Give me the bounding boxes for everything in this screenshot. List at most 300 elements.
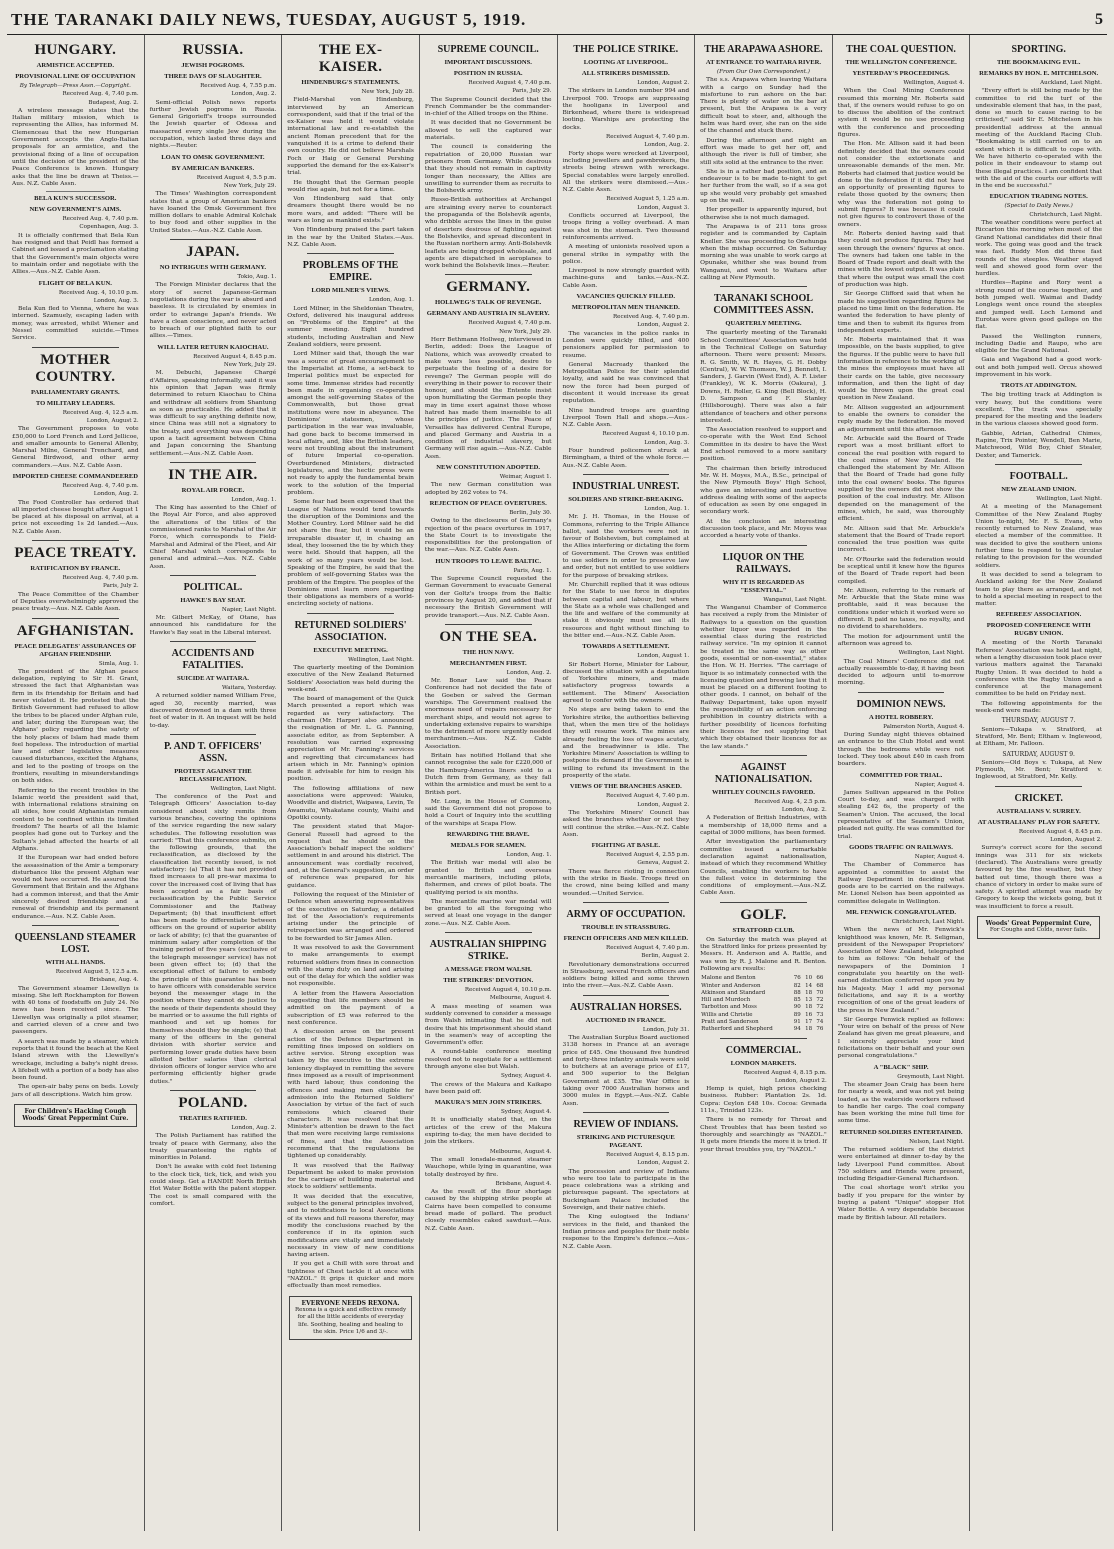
- dateline: Napier, August 4.: [914, 853, 965, 860]
- dateline: Christchurch, Last Night.: [1029, 211, 1102, 218]
- headline-police-strike: THE POLICE STRIKE.: [573, 44, 679, 55]
- paragraph: The Australian Surplus Board auctioned 3138 horses in France at an average price of £45. One thousand five hundred and forty-three infantry animals were sold to butchers at an average price of £17, and 500 superior to the Belgian Government at £35. The War Office is taking over 7000 Australian horses and 3000 mules in Egypt.—Aus.-N.Z. Cable Assn.: [562, 1034, 690, 1107]
- headline-school-committees: TARANAKI SCHOOL COMMITTEES ASSN.: [713, 293, 814, 317]
- paragraph: The following appointments for the week-end were made:: [975, 700, 1102, 715]
- paragraph: Mr. Roberts maintained that it was impossible, on the basis supplied, to give the figures. If the public were to have full information in reference to the working of the mines the employees must have all their cards on the table, give necessary information, and then the light of day would be thrown upon the great coal question in New Zealand.: [837, 337, 965, 402]
- dateline: Waitara, Yesterday.: [221, 685, 277, 692]
- dateline: New York, July 29.: [499, 328, 552, 335]
- paragraph: Mr. Roberts denied having said that they could not produce figures. They had seen through the owners' figures at once. The owners had taken one table in the Board of Trade report and dealt with the mines with the lowest output. It was plain that where the output was small the cost of production was high.: [837, 230, 965, 289]
- paragraph: The Supreme Council decided that the French Commander be the commander-in-chief of the Allied troops on the Rhine.: [424, 96, 552, 118]
- dateline: London, Aug. 1.: [231, 496, 277, 503]
- dateline: Melbourne, August 4.: [489, 995, 552, 1002]
- columns: [7, 35, 1107, 1531]
- headline-ex-kaiser: THE EX-KAISER.: [318, 42, 383, 75]
- subhead: MEDALS FOR SEAMEN.: [450, 842, 526, 850]
- table-cell: Tarbotton and Moss: [701, 1004, 757, 1011]
- dateline: Received Aug. 4, 10.10 p.m.: [58, 289, 139, 296]
- subhead: IMPORTED CHEESE COMMANDEERED: [12, 472, 139, 480]
- paragraph: Mr. Gilbert McKay, of Otane, has announced his candidature for the Hawke's Bay seat in the Liberal interest.: [149, 615, 277, 636]
- paragraph: Following the request of the Minister of Defence when answering representatives of the executive on Saturday, a detailed list of the Association's requirements arising under the principle of retrospection was arranged and ordered to be forwarded to Sir James Allen.: [287, 891, 414, 942]
- dateline: London, July 31.: [642, 1026, 690, 1033]
- paragraph: Gabbie, Adrian, Cathedral Chimes, Rapine, Trix Pointer, Wendell, Ben Marie, Matchwood, Wild Boy, Chief Stealer, Dexter, and Tamerick.: [975, 430, 1102, 459]
- dateline: Copenhagen, Aug. 3.: [79, 224, 139, 231]
- headline-sporting: SPORTING.: [1011, 44, 1066, 55]
- dateline: Geneva, August 2.: [637, 860, 690, 867]
- paragraph: The Foreign Minister declares that the story of secret Japanese-German negotiations during the war is absurd and baseless. It is circulated by enemies in order to estrange Japan's friends. We have a clean conscience, and never acted to breach of our plighted faith to our allies.—Times.: [149, 282, 277, 340]
- table-cell: 73: [816, 1011, 824, 1018]
- paragraph: Hemp is quiet, high prices checking business. Rubber: Plantation 2s. 1d. Copra: Ceylon £48 10s. Cocoa: Grenada 111s., Trinidad 123s.: [700, 1086, 827, 1115]
- paragraph: Sir Robert Horne, Minister for Labour, discussed the situation with a deputation of Yorkshire miners, and made satisfactory progress towards a settlement. The Miners' Association agreed to confer with the owners.: [562, 661, 690, 705]
- paragraph: A wireless message states that the Italian military mission, which is representing the Allies, has informed M. Clemenceau that the new Hungarian Government accepts the Anglo-Italian proposals for an armistice, and the provisional fixing of a line of occupation until the decision of the president of the Peace Conference is known. Hungary asks that the line be drawn at Theiss.—Aus. N.Z. Cable Assn.: [12, 107, 139, 187]
- table-cell: 82: [793, 982, 801, 989]
- dateline: Brisbane, August 4.: [495, 1180, 552, 1187]
- advertisement: [977, 916, 1100, 939]
- subhead: AUSTRALIANS V. SURREY.: [996, 807, 1081, 815]
- subhead: TO MILITARY LEADERS.: [35, 399, 115, 407]
- table-cell: 70: [816, 989, 824, 996]
- paragraph: The Government steamer Llewellyn is missing. She left Rockhampton for Bowen with 40 tons of foodstuffs on July 24. No news has been received since. The Llewellyn was originally a pilot steamer, and carried eleven of a crew and two passengers.: [12, 985, 139, 1036]
- table-cell: 76: [793, 975, 801, 982]
- headline-on-the-sea: ON THE SEA.: [439, 628, 537, 645]
- headline-returned-soldiers: RETURNED SOLDIERS' ASSOCIATION.: [294, 619, 407, 643]
- paragraph: The Coal Miners' Conference did not actually reassemble to-day, it having been decided to adjourn until to-morrow morning.: [837, 658, 965, 687]
- dateline: London, Aug. 2.: [781, 807, 827, 814]
- paragraph: Britain has notified Holland that she cannot recognise the sale for £220,000 of the Hamburg-America liners sold to a Dutch firm from Germany, as they fall within the armistice and must be sent to a British port.: [424, 753, 552, 796]
- headline-coal-question: THE COAL QUESTION.: [846, 44, 956, 55]
- subhead: PEACE DELEGATES' ASSURANCES OF AFGHAN FRIENDSHIP.: [14, 642, 137, 658]
- subhead: NEW CONSTITUTION ADOPTED.: [436, 464, 541, 472]
- paragraph: Von Hindenburg said that only dreamers thought there would be no more wars, and added: "There will be wars as long as mankind exists.": [287, 196, 414, 225]
- subhead: AUCTIONED IN FRANCE.: [585, 1016, 666, 1024]
- paragraph: Bela Kun fled to Vienna, where he was interned. Szamuely, escaping laden with money, was arrested, whilst Wiener and Nessel committed suicide.—Times Service.: [12, 306, 139, 342]
- subhead: NEW ZEALAND UNION.: [1001, 485, 1077, 493]
- table-row: [700, 1019, 827, 1026]
- paragraph: Hurdles—Rapine and Rory went a strong round of the course together, and both jumped well. Waimai and Daddy Longlegs went once round the steeples and jumped well. Loch Lemond and Eurotas were given good gallops on the flat.: [975, 280, 1102, 331]
- table-cell: 88: [793, 989, 801, 996]
- paragraph: Four hundred policemen struck at Birmingham, a third of the whole force.—Aus.-N.Z. Cable Assn.: [562, 448, 690, 469]
- subhead: WHITLEY COUNCILS FAVORED.: [711, 788, 815, 796]
- dateline: London, Aug. 1.: [506, 852, 552, 859]
- paragraph: As the result of the flour shortage caused by the shipping strike people at Cairns have been compelled to consume bread made of pollard. The product closely resembles caked sawdust.—Aus. N.Z. Cable Assn.: [424, 1189, 552, 1232]
- subhead: A HOTEL ROBBERY.: [868, 713, 934, 721]
- subhead: THURSDAY, AUGUST 7.: [1001, 717, 1076, 725]
- column-2: [145, 35, 283, 1531]
- paragraph: The King eulogised the Indians' services in the field, and thanked the Indian princes and peoples for their noble response to the Empire's defence.—Aus.-N.Z. Cable Assn.: [562, 1214, 690, 1250]
- paragraph: The open-air baby pens on beds. Lovely jars of all descriptions. Watch him grow.: [12, 1084, 139, 1098]
- paragraph: The crews of the Makura and Kaikapo have been paid off.: [424, 1081, 552, 1095]
- dateline: Received August 4, 10.10 p.m.: [464, 987, 552, 994]
- subhead: THREE DAYS OF SLAUGHTER.: [164, 73, 262, 80]
- dateline: Wellington, Last Night.: [348, 656, 414, 663]
- paragraph: The steamer Joan Craig has been here for nearly a week, and was not yet being loaded, as the waterside workers refused to handle her cargo. The coal company has been working the mine full time for some time.: [837, 1081, 965, 1125]
- table-cell: 18: [805, 1026, 813, 1033]
- dateline: Paris, July 29.: [512, 88, 552, 95]
- paragraph: Herr Bethmann Hollweg, interviewed in Berlin, added: Does the League of Nations, which was avowedly created to make wars less possible, desire to perpetuate the feeling of a desire for revenge? The German people will do everything in their power to recover their honour, and should the Entente insist upon humiliating the German people they may in time exert against those whose hatred has made them insensible to all the principles of justice. The Peace of Versailles has delivered Central Europe, and placed Germany and Austria in a condition of industrial slavery, but Germany will rise again.—Aus.-N.Z. Cable Assn.: [424, 337, 552, 460]
- dateline: Paris, Aug. 1.: [513, 567, 552, 574]
- dateline: Brisbane, Aug. 4.: [89, 977, 139, 984]
- subhead: LONDON MARKETS.: [730, 1059, 797, 1067]
- dateline: Received August 4, 10.10 p.m.: [602, 431, 690, 438]
- dateline: Received Aug. 4, 2.5 p.m.: [754, 798, 827, 805]
- headline-commercial: COMMERCIAL.: [725, 1044, 802, 1056]
- table-row: [700, 983, 827, 990]
- paragraph: She is in a rather bad position, and an endeavour is to be made to-night to get her further from the wall, so if a sea got up she would very probably get smashed up on the wall.: [700, 168, 827, 205]
- paragraph: Gaia and Vagabond had a good work-out and both jumped well. Orcus showed improvement in his work.: [975, 357, 1102, 378]
- subhead: VACANCIES QUICKLY FILLED.: [576, 293, 676, 301]
- paragraph: Lord Milner said that, though the war was a source of great encouragement to the Imperialist at Home, a set-back to Imperial politics must be expected for some time. Immense strides had recently been made in organising co-operation amongst the self-governing States of the Commonwealth, but those great institutions were now in abeyance. The Dominions' statesmen, whose participation in the war was invaluable, had gone back to become immersed in local affairs, and, like the British leaders, were not troubling about the instrument of future Imperial co-operation. Overburdened Ministers, distracted legislatures, and the hectic press were not ready to apply the fundamental brain work to the solution of the Imperial problem.: [287, 351, 414, 496]
- column-6: [695, 35, 833, 1531]
- subhead: REFEREES' ASSOCIATION.: [996, 611, 1082, 619]
- paragraph: Seniors—Old Boys v. Tukapa, at New Plymouth, Mr. Bent; Stratford v. Inglewood, at Stratford, Mr. Kelly.: [975, 759, 1102, 781]
- subhead: GOODS TRAFFIC ON RAILWAYS.: [849, 843, 953, 851]
- subhead: MR. FENWICK CONGRATULATED.: [846, 908, 957, 916]
- dateline: Weimar, August 1.: [499, 474, 552, 481]
- headline-hungary: HUNGARY.: [34, 42, 117, 58]
- paragraph: The president of the Afghan peace delegation, replying to Sir H. Grant, stressed the fact that Afghanistan was firm in its friendship for Britain and had never violated it. He protested that the British Government had refused to allow the tribes to be placed under Afghan rule, and later, during the European war, the Afghans' policy regarding the safety of the holy places of Islam had made them feel hopeless. The introduction of martial law and other legislative measures caused disturbances, excited the Afghans, and led to the posting of troops on the frontiers, resulting in misunderstandings on both sides.: [12, 668, 139, 785]
- paragraph: There is no remedy for Throat and Chest Troubles that has been tested so thoroughly and searchingly as "NAZOL." It gets more friends the more it is tried. If your throat troubles you, try "NAZOL.": [700, 1117, 827, 1153]
- advertisement: [14, 1104, 137, 1127]
- paragraph: It was resolved to ask the Government to make arrangements to exempt returned soldiers from fines in connection with the stamp duty on land and arising out of the delay for which the soldier was not responsible.: [287, 944, 414, 988]
- dateline: London, Aug. 1.: [368, 297, 414, 304]
- newspaper-page: [7, 6, 1107, 1536]
- headline-russia: RUSSIA.: [182, 42, 244, 58]
- dateline: London, August 3.: [637, 204, 690, 211]
- subhead: A "BLACK" SHIP.: [873, 1063, 929, 1071]
- dateline: Napier, August 4.: [914, 781, 965, 788]
- paragraph: "Every effort is still being made by the committee to rid the turf of the undesirable element that has, in the past, done so much to cause racing to be criticised," said Sir E. Mitchelson in his presidential address at the annual meeting of the Auckland Racing Club. "Bookmaking is still carried on to an extent which it is difficult to cope with. We have hitherto co-operated with the police in their endeavour to stamp out these illegal practices. I am confident that with the aid of the courts our efforts will in the end be successful.": [975, 88, 1102, 190]
- table-cell: 13: [805, 997, 813, 1004]
- paragraph: It is unofficially stated that, on the articles of the crew of the Makura expiring to-day, the men have decided to join the strikers.: [424, 1117, 552, 1146]
- dateline: London, Aug. 3.: [93, 297, 139, 304]
- dateline: Wanganui, Last Night.: [763, 596, 827, 603]
- table-cell: 89: [793, 1011, 801, 1018]
- table-cell: 16: [805, 1011, 813, 1018]
- subhead: JEWISH POGROMS.: [181, 62, 245, 69]
- ad-line: Woods' Great Peppermint Cure,: [985, 920, 1092, 928]
- subhead: SUICIDE AT WAITARA.: [176, 675, 249, 683]
- table-row: [700, 1026, 827, 1033]
- paragraph: A Federation of British Industries, with a membership of 18,000 firms and a capital of 3000 millions, has been formed.: [700, 815, 827, 837]
- paragraph: A search was made by a steamer, which reports that it found the beach at the Keel Island strewn with the Llewellyn's wreckage, including a baby's night dress. A lifebelt with a portion of a body has also been found.: [12, 1038, 139, 1082]
- golf-results-table: [700, 975, 827, 1033]
- dateline: London, August 2.: [637, 80, 690, 86]
- paragraph: If you get a Chill with sore throat and tightness of Chest tackle it at once with "NAZOL." It grips it quicker and more effectually than most remedies.: [287, 1261, 414, 1290]
- table-cell: 94: [793, 1026, 801, 1033]
- paragraph: If the European war had ended before the assassination of the Amir a temporary disturbance like the present Afghan war would not have occurred. He assured the Government that Britain and the Afghans had a common interest, and that the Amir sincerely desired friendship and a renewal of friendship and its permanent endurance.—Aus. N.Z. Cable Assn.: [12, 855, 139, 920]
- subhead: THE STRIKERS' DEVOTION.: [443, 977, 534, 985]
- paragraph: The quarterly meeting of the Taranaki School Committees' Association was held in the Technical College on Saturday afternoon. There were present: Messrs. R. G. Smith, W. R. Hayes, G. H. Dobby (Central), W. W. Thomson, W. J. Bennett, I. Sanders, J. Garvin (West End), A. F. Lister (Frankley), W. K. Morris (Oakura), J. Downs, H. Roller, G. King (Bell Block), H. D. Sampson and F. Stanley (Hillsborough). There was also a fair attendance of teachers and other persons interested.: [700, 330, 827, 424]
- paragraph: At the conclusion an interesting discussion took place, and Mr. Moyes was accorded a hearty vote of thanks.: [700, 518, 827, 540]
- paragraph: The Yorkshire Miners' Council has asked the branches whether or not they will continue the strike.—Aus.-N.Z. Cable Assn.: [562, 809, 690, 838]
- paragraph: The returned soldiers of the district were entertained at dinner to-day by the lady Liverpool Fund committee. About 750 soldiers and friends were present, including Brigadier-General Richardson.: [837, 1147, 965, 1183]
- paragraph: The s.s. Arapawa when leaving Waitara with a cargo on Sunday had the misfortune to run ashore on the bar. There is plenty of water on the bar at present, but the Arapawa is a very difficult boat to steer, and, although the helm was hard over, she ran on the side of the channel and stuck there.: [700, 77, 827, 135]
- paragraph: Referring to the recent troubles in the Islamic world the president said that, with international relations straining on all sides, how could Afghanistan remain content to be confined within its limited freedom? The hearts of all the Islamic peoples had gone out to Turkey and the Sultan's jehad affected the hearts of all Afghans.: [12, 787, 139, 852]
- table-cell: 17: [805, 1018, 813, 1025]
- paragraph: The procession and review of Indians who were too late to participate in the peace celebrations was a striking and picturesque pageant. The spectators at Buckingham Palace included the Sovereign, and their native chiefs.: [562, 1168, 690, 1212]
- credit-line: (Special to Daily News.): [1004, 203, 1073, 210]
- paragraph: The Wanganui Chamber of Commerce has received a reply from the Minister of Railways to a question on the question whether liquor was regarded in the essential class during the restricted railway service. "In my opinion it cannot be treated in the same way as other goods, essential or non-essential," states the Hon. W. H. Herries. "The carriage of liquor is so intimately connected with the licensing question and brewing law that it must be placed on a different footing to other goods. I cannot, on behalf of the Railway Department, take upon myself the responsibility of an action enforcing prohibition in country districts with a further possibility of licences forfeiting their licences for not supplying that which they obtained their licences for as the law stands.": [700, 604, 827, 750]
- subhead: MERCHANTMEN FIRST.: [449, 659, 527, 667]
- paragraph: Some fear had been expressed that the League of Nations would tend towards the disruption of the Dominions and the Mother Country. Lord Milner said he did not share the fear, but it would be an irreparable disaster if, in chasing an ideal, they loosened the tie by which they were held. Should that happen, all the work of so many years would be lost. Speaking of the Empire, he said that the problem of self-governing States was the problem of the Empire. The peoples of the Dominions must learn more regarding their obligations as members of a world-encircling society of nations.: [287, 499, 414, 608]
- subhead: POSITION IN RUSSIA.: [453, 70, 523, 77]
- paragraph: The mercantile marine war medal will be granted to all the foregoing who served at least one voyage in the danger zone.—Aus. N.Z. Cable Assn.: [424, 898, 552, 927]
- headline-liquor-railways: LIQUOR ON THE RAILWAYS.: [722, 551, 805, 575]
- headline-accidents: ACCIDENTS AND FATALITIES.: [171, 648, 255, 672]
- subhead: FLIGHT OF BELA KUN.: [38, 279, 112, 287]
- subhead: THE HUN NAVY.: [462, 648, 514, 656]
- paragraph: General Macready thanked the Metropolitan Police for their splendid loyalty, and said he was convinced that now the force had been purged of discontent it would increase its great reputation.: [562, 361, 690, 405]
- dateline: Received August 4, 7.40 p.m.: [468, 80, 552, 86]
- table-cell: Willis and Christie: [701, 1011, 753, 1018]
- dateline: Received August 4, 7.40 p.m.: [606, 944, 690, 951]
- subhead: THE BOOKMAKING EVIL.: [997, 59, 1081, 66]
- subhead: BY AMERICAN BANKERS.: [171, 164, 255, 172]
- paragraph: The new German constitution was adopted by 262 votes to 74.: [424, 482, 552, 496]
- paragraph: A meeting of the North Taranaki Referees' Association was held last night, when a lengthy discussion took place over various matters against the Taranaki Rugby Union. It was decided to hold a conference with the Rugby Union and a conference at the management committee to be held on Friday next.: [975, 640, 1102, 698]
- paragraph: No steps are being taken to end the Yorkshire strike, the authorities believing that, when the men tire of the holidays they will resume work. The mines are already feeling the loss of wages acutely, and the breadwinner is idle. The Yorkshire Miners' Association is willing to postpone its demand if the Government is willing to refund its investment in the prosperity of the state.: [562, 707, 690, 780]
- paragraph: Surrey's correct score for the second innings was 311 for six wickets (declared). The Australians were greatly favoured by the fine weather, but they batted out time, though there was a chance of victory in order to make sure of safety. A spirited attempt was made by Gregory to keep the wickets going, but it was insufficient to force a result.: [975, 845, 1102, 910]
- paragraph: Sir George Fenwick replied as follows: "Your wire on behalf of the press of New Zealand has given me great pleasure, and I sincerely appreciate your kind felicitations on their behalf and your own personal congratulations.": [837, 1016, 965, 1060]
- table-cell: 72: [816, 997, 824, 1004]
- paragraph: The Food Controller has ordered that all imported cheese bought after August 1 be placed at his disposal on arrival, at a price not exceeding 1s 2d landed.—Aus. N.Z. Cable Assn.: [12, 499, 139, 535]
- subhead: TROTS AT ADDINGTON.: [1000, 382, 1077, 390]
- table-cell: Rutherford and Shepherd: [701, 1026, 773, 1033]
- subhead: PARLIAMENTARY GRANTS.: [30, 388, 120, 396]
- column-7: [833, 35, 971, 1531]
- subhead: STRATFORD CLUB.: [732, 926, 795, 934]
- paragraph: It was resolved that the Railway Department be asked to make provision for the carriage of building material and stock to soldiers' settlements.: [287, 1162, 414, 1191]
- paragraph: A returned soldier named William Free, aged 30, recently married, was discovered drowned in a dam with three feet of water in it. An inquest will be held to-day.: [149, 693, 277, 729]
- dateline: Received Aug. 4, 7.40 p.m.: [612, 314, 690, 321]
- dateline: Received August 4, 8.45 p.m.: [193, 353, 277, 360]
- paragraph: The small lonsdale-manned steamer Wauchope, while lying in quarantine, was totally destroyed by fire.: [424, 1156, 552, 1178]
- headline-shipping-strike: AUSTRALIAN SHIPPING STRIKE.: [429, 939, 547, 963]
- credit-line: (From Our Own Correspondent.): [716, 69, 810, 75]
- paragraph: It was decided that the executive, subject to the general principles involved, and to notifications to local Associations of its views and full reasons therefor, may modify the conclusions reached by the conference if in its opinion such modifications are vitally and immediately necessary in view of new conditions having arisen.: [287, 1193, 414, 1259]
- subhead: THE WELLINGTON CONFERENCE.: [845, 59, 957, 66]
- headline-industrial-unrest: INDUSTRIAL UNREST.: [572, 480, 680, 492]
- subhead: QUARTERLY MEETING.: [725, 320, 802, 328]
- dateline: Received Aug. 4, 7.40 p.m.: [62, 216, 139, 223]
- subhead: SATURDAY, AUGUST 9.: [1002, 750, 1075, 758]
- subhead: NO INTRIGUES WITH GERMANY.: [159, 264, 267, 272]
- paragraph: Sir George Clifford said that when he made his suggestion regarding figures he placed no time limit on the federation. He wanted the federation to have plenty of time and then to submit its figures from independent experts.: [837, 291, 965, 334]
- headline-dominion-news: DOMINION NEWS.: [856, 698, 946, 710]
- paragraph: The Government proposes to vote £50,000 to Lord French and Lord Jellicoe, and smaller amounts to General Allenby, Marshal Milne, General Trenchard, and General Birdwood, and other army commanders.—Aus. N.Z. Cable Assn.: [12, 426, 139, 469]
- subhead: FIGHTING AT BASLE.: [591, 842, 661, 850]
- paragraph: It is officially confirmed that Bela Kun has resigned and that Peidl has formed a Cabinet and issued a proclamation stating that the Government's main objects were to maintain order and negotiate with the Allies.—Aus.-N.Z. Cable Assn.: [12, 232, 139, 276]
- subhead: RATIFICATION BY FRANCE.: [30, 565, 121, 573]
- subhead: GERMANY AND AUSTRIA IN SLAVERY.: [426, 310, 550, 318]
- dateline: Melbourne, August 4.: [489, 1148, 552, 1155]
- dateline: Simla, Aug. 1.: [98, 660, 139, 667]
- paragraph: Semi-official Polish news reports further Jewish pogroms in Russia. General Grigorieff's troops surrounded the Jewish quarter of Odessa and massacred every single Jew during the occupation, which lasted three days and nights.—Reuter.: [149, 99, 277, 150]
- headline-germany: GERMANY.: [446, 279, 531, 296]
- headline-in-the-air: IN THE AIR.: [168, 466, 258, 483]
- subhead: AT ENTRANCE TO WAITARA RIVER.: [705, 59, 822, 66]
- paragraph: Mr. O'Rourke said the federation would be sceptical until it knew how the figures of the Board of Trade report had been compiled.: [837, 556, 965, 585]
- column-1: [7, 35, 145, 1531]
- dateline: New York, July 28.: [361, 89, 414, 95]
- dateline: Napier, Last Night.: [221, 606, 277, 613]
- headline-supreme-council: SUPREME COUNCIL.: [437, 44, 539, 55]
- table-cell: 85: [793, 997, 801, 1004]
- paragraph: The board of management of the Quick March presented a report which was regarded as very satisfactory. The chairman (Mr. Harper) also announced the resignation of Mr. L. G. Fanning, associate editor, as from September. A resolution was carried expressing appreciation of Mr. Fanning's services and regretting that circumstances had arisen which in Mr. Fanning's opinion made it advisable for him to resign his position.: [287, 696, 414, 783]
- dateline: Received August 4, 8.15 p.m.: [606, 1151, 690, 1158]
- paragraph: Mr. Arbuckle said the Board of Trade report was a most brilliant effort to conceal the real position with regard to the coal mines of New Zealand. He challenged the statement by Mr. Allison that the Board of Trade had gone fully into the coal owners' books. The figures supplied by the owners did not show the position of the coal industry. Mr. Allison depended on the management of the mines, which, he said, was thoroughly efficient.: [837, 435, 965, 523]
- subhead: WITH ALL HANDS.: [45, 958, 106, 966]
- subhead: REWARDING THE BRAVE.: [446, 831, 530, 839]
- paragraph: The King has assented to the Chief of the Royal Air Force, and also approved the alterations of the titles of the commissioned ranks to Marshal of the Air Force, which corresponds to Field-Marshal and Admiral of the Fleet, and Air Chief Marshal which corresponds to general and admiral.—Aus. N.Z. Cable Assn.: [149, 505, 277, 570]
- headline-golf: GOLF.: [740, 906, 787, 923]
- headline-p-and-t-officers: P. AND T. OFFICERS' ASSN.: [163, 740, 262, 764]
- headline-peace-treaty: PEACE TREATY.: [14, 545, 137, 562]
- headline-queensland-steamer: QUEENSLAND STEAMER LOST.: [14, 931, 137, 955]
- paragraph: The council is considering the repatriation of 20,000 Russian war prisoners from Germany. While desirous that they should not remain in captivity longer than necessary, the Allies are unwilling to surrender them as recruits to the Bolshevik army.: [424, 144, 552, 195]
- table-cell: Winter and Anderson: [701, 982, 761, 989]
- paragraph: When the news of Mr. Fenwick's knighthood was known, Mr. R. Seligman, president of the Newspaper Proprietors' Association of New Zealand, telegraphed to him as follows: "On behalf of the newspapers of the Dominion I congratulate you heartily on the well-earned distinction conferred upon you by his Majesty. May I add my personal felicitations, and say it is a worthy recognition of one of the great leaders of the press in New Zealand.": [837, 927, 965, 1014]
- table-cell: 90: [793, 1004, 801, 1011]
- dateline: Wellington, August 4.: [903, 80, 965, 86]
- subhead: HUN TROOPS TO LEAVE BALTIC.: [435, 557, 542, 565]
- paragraph: A letter from the Hawera Association suggesting that life members should be admitted on the payment of a subscription of £5 was referred to the next conference.: [287, 990, 414, 1026]
- paragraph: He thought that the German people would rise again, but not for a time.: [287, 179, 414, 193]
- subhead: STRIKING AND PICTURESQUE PAGEANT.: [576, 1133, 675, 1149]
- subhead: TOWARDS A SETTLEMENT.: [582, 643, 670, 651]
- table-row: [700, 1004, 827, 1011]
- dateline: Received Aug. 4, 7.55 p.m.: [200, 83, 277, 89]
- dateline: Wellington, Last Night.: [1036, 495, 1102, 502]
- paragraph: The Arapawa is of 211 tons gross register and is commanded by Captain Kneller. She was proceeding to Onehunga when the mishap occurred. On Saturday morning she was unable to work cargo at Opunake, whither she was bound from Wanganui, and went to Waitara after calling at New Plymouth.: [700, 223, 827, 282]
- paragraph: Nine hundred troops are guarding Liverpool Town Hall and shops.—Aus.-N.Z. Cable Assn.: [562, 407, 690, 429]
- subhead: EXECUTIVE MEETING.: [313, 646, 388, 654]
- dateline: London, Aug. 2.: [231, 91, 277, 98]
- dateline: Paris, July 2.: [102, 583, 139, 590]
- paragraph: M. Debuchi, Japanese Chargé d'Affaires, speaking informally, said it was his opinion that Japan was firmly determined to return Kiaochau to China and withdraw all soldiers from Shantung as soon as practicable. He added that it was difficult to say anything definite now, since China was still not a signatory to the treaty, and everything was depending upon a tacit agreement between China and Japan concerning the Shantung settlement.—Aus.-N.Z. Cable Assn.: [149, 370, 277, 457]
- dateline: London, Aug. 2.: [93, 491, 139, 498]
- paragraph: Don't lie awake with cold feet listening to the clock tick, tick, tick, and wish you could sleep. Get a HANDIE North British Hot Water Bottle with the patent stopper. The cost is small compared with the comfort.: [149, 1164, 277, 1207]
- dateline: Received August 4, 8.15 p.m.: [743, 1069, 827, 1076]
- paragraph: The coal shortage won't strike you badly if you prepare for the winter by buying a patent "Unique" stopper Hot Water Bottle. A very dependable because made by British labour. All retailers.: [837, 1185, 965, 1221]
- subhead: FRENCH OFFICERS AND MEN KILLED.: [563, 934, 688, 942]
- subhead: LOAN TO OMSK GOVERNMENT.: [161, 153, 265, 161]
- dateline: Received Aug. 4, 7.40 p.m.: [62, 91, 139, 98]
- paragraph: During Sunday night thieves obtained an entrance to the Club Hotel and went through the bedrooms while were not locked. They took about £40 in cash from boarders.: [837, 732, 965, 768]
- subhead: ROYAL AIR FORCE.: [181, 486, 245, 494]
- paragraph: The following affiliations of new associations were approved: Waiuku, Woodville and district, Waipawa, Levin, Te Awamutu, Whakatane county, Waihi and Opotiki county.: [287, 785, 414, 821]
- table-row: [700, 975, 827, 982]
- dateline: London, August 2.: [637, 801, 690, 808]
- paragraph: A discussion arose on the present action of the Defence Department in remitting fines imposed on soldiers on active service. Strong exception was taken by the executive to the extreme leniency displayed in remitting the severe fines imposed as a result of imprisonment with hard labour, thus condoning the offences and making men eligible for admission into the Returned Soldiers' Association by virtue of the fact of such remissions which cleared their characters. It was resolved that the Minister's attention be drawn to the fact that men were receiving large remissions of fines, and that the Association recommend that the regulations be tightened up considerably.: [287, 1029, 414, 1160]
- subhead: PROPOSED CONFERENCE WITH RUGBY UNION.: [986, 622, 1091, 638]
- paragraph: It was decided to send a telegram to Auckland asking for the New Zealand team to play there as arranged, and not to hold a special meeting in respect to the matter.: [975, 571, 1102, 608]
- subhead: LORD MILNER'S VIEWS.: [311, 287, 390, 295]
- column-4: [420, 35, 558, 1531]
- dateline: New York, July 29.: [223, 362, 277, 369]
- headline-political: POLITICAL.: [183, 581, 243, 593]
- paragraph: Seniors—Tukapa v. Stratford, at Stratford, Mr. Bent; Eltham v. Inglewood, at Eltham, Mr. Falloon.: [975, 726, 1102, 748]
- dateline: Received August 5, 1.25 a.m.: [606, 196, 690, 203]
- paragraph: Mr. Long, in the House of Commons, said the Government did not propose to hold a Court of Inquiry into the scuttling of the warships at Scapa Flow.: [424, 798, 552, 827]
- ad-line: Rexona is a quick and effective remedy for all the little accidents of everyday life. Soothing, healing and healing to the skin. Price 1/6 and 3/-.: [294, 1306, 407, 1335]
- table-cell: 18: [805, 989, 813, 996]
- dateline: Received Aug. 4, 7.40 p.m.: [62, 482, 139, 489]
- subhead: HOLLWEG'S TALK OF REVENGE.: [435, 299, 542, 307]
- subhead: ALL STRIKERS DISMISSED.: [581, 70, 670, 77]
- headline-cricket: CRICKET.: [1014, 792, 1063, 804]
- paragraph: The strikers in London number 994 and Liverpool 700. Troops are suppressing the hooligans in Liverpool and Birkenhead, where there is widespread looting. Warships are protecting the docks.: [562, 88, 690, 131]
- dateline: Budapest, Aug. 2.: [88, 99, 139, 106]
- masthead: [7, 6, 1107, 35]
- subhead: SOLDIERS AND STRIKE-BREAKING.: [568, 495, 684, 503]
- paragraph: The British war medal will also be granted to British and overseas mercantile mariners, including pilots, fishermen, and crews of pilot boats. The qualifying period is six months.: [424, 860, 552, 896]
- headline-arapawa-ashore: THE ARAPAWA ASHORE.: [704, 44, 823, 55]
- subhead: ARMISTICE ACCEPTED.: [36, 62, 114, 69]
- dateline: Greymouth, Last Night.: [897, 1073, 965, 1080]
- paragraph: The chairman then briefly introduced Mr. W. H. Moyes, M.A., B.Sc., principal of the New Plymouth Boys' High School, who gave an interesting and instructive address dealing with some of the aspects of education as seen by one engaged in secondary work.: [700, 465, 827, 516]
- subhead: REJECTION OF PEACE OVERTURES.: [429, 499, 547, 507]
- table-cell: 76: [816, 1026, 824, 1033]
- subhead: HAWKE'S BAY SEAT.: [180, 596, 246, 604]
- advertisement: [289, 1296, 412, 1340]
- headline-poland: POLAND.: [178, 1094, 248, 1111]
- dateline: Tokio, Aug. 1.: [237, 274, 277, 281]
- subhead: RETURNED SOLDIERS ENTERTAINED.: [839, 1128, 963, 1136]
- dateline: London, August 2.: [1050, 837, 1102, 844]
- paragraph: It was decided that no Government be allowed to sell the captured war materials.: [424, 120, 552, 142]
- credit-line: By Telegraph—Press Assn.—Copyright.: [19, 83, 131, 89]
- paragraph: On Saturday the match was played at the Stratford links for prizes presented by Messrs. H. Anderson and A. Rattle, and was won by R. J. Malone and R. Benton. Following are results:: [700, 936, 827, 972]
- paragraph: James Sullivan appeared in the Police Court to-day, and was charged with stealing £42 6s, the property of the Seamen's Union. The accused, the local representative of the Seamen's Union, pleaded not guilty. He was committed for trial.: [837, 789, 965, 840]
- dateline: Palmerston North, August 4.: [883, 723, 965, 730]
- paragraph: Conflicts occurred at Liverpool, the troops firing a volley overhead. A man was shot in the stomach. Two thousand reinforcements arrived.: [562, 213, 690, 241]
- paragraph: Mr. Allison, referring to the remark of Mr. Arbuckle that the State mine was profitable, said it was because the conditions under which it worked were so different. It paid no taxes, no royalty, and no dividend to shareholders.: [837, 587, 965, 631]
- paragraph: The Peace Committee of the Chamber of Deputies overwhelmingly approved the peace treaty.—Aus. N.Z. Cable Assn.: [12, 591, 139, 613]
- paragraph: Von Hindenburg praised the part taken in the war by the United States.—Aus. N.Z. Cable Assn.: [287, 227, 414, 248]
- dateline: London, August 2.: [637, 322, 690, 329]
- subhead: IMPORTANT DISCUSSIONS.: [444, 59, 532, 66]
- dateline: Received August 5, 12.5 a.m.: [55, 968, 139, 975]
- subhead: REMARKS BY HON. E. MITCHELSON.: [979, 70, 1099, 77]
- dateline: London, Aug. 2.: [506, 669, 552, 676]
- table-cell: Malone and Benton: [701, 975, 756, 982]
- dateline: London, Aug. 2.: [231, 1124, 277, 1131]
- dateline: London, August 2.: [86, 417, 139, 424]
- subhead: WHY IT IS REGARDED AS "ESSENTIAL.": [722, 578, 805, 594]
- headline-afghanistan: AFGHANISTAN.: [16, 622, 134, 639]
- subhead: TROUBLE IN STRASSBURG.: [581, 923, 671, 931]
- subhead: COMMITTED FOR TRIAL.: [859, 771, 943, 779]
- table-cell: 74: [816, 1018, 824, 1025]
- dateline: Berlin, August 2.: [641, 953, 690, 960]
- paragraph: Mr. J. H. Thomas, in the House of Commons, referring to the Triple Alliance ballot, said the workers were not in favour of Bolshevism, but complained at the Allies interfering or dictating the form of Government. The Crown was entitled to use soldiers in order to preserve law and order, but not entitled to use soldiers for the purpose of breaking strikes.: [562, 514, 690, 579]
- dateline: Received August 4, 2.55 p.m.: [606, 852, 690, 859]
- dateline: Berlin, July 30.: [509, 509, 552, 516]
- dateline: Christchurch, Last Night.: [891, 918, 965, 925]
- table-cell: Hill and Murdoch: [701, 997, 751, 1004]
- subhead: LOOTING AT LIVERPOOL.: [583, 59, 668, 66]
- paragraph: The big trotting track at Addington is very heavy, but the conditions were excellent. The track was specially prepared for the meeting and the leaders in the various classes showed good form.: [975, 392, 1102, 428]
- paragraph: The Chamber of Commerce has appointed a committee to assist the Railway Department in deciding what goods are to be carried on the railways. Mr. Lionel Nelson has been appointed as committee delegate in Wellington.: [837, 862, 965, 905]
- headline-problems-empire: PROBLEMS OF THE EMPIRE.: [302, 260, 399, 284]
- paragraph: The Supreme Council requested the German Government to evacuate General von der Goltz's troops from the Baltic provinces by August 20, and added that if necessary the British Government will provide transport.—Aus. N.Z. Cable Assn.: [424, 576, 552, 619]
- paragraph: The vacancies in the police ranks in London were quickly filled, and 400 pensioners applied for permission to resume.: [562, 330, 690, 359]
- paragraph: After investigation the parliamentary committee issued a remarkable declaration against nationalisation, instead of which they recommend Whitley Councils, enabling the workers to have the fullest voice in determining the conditions of employment.—Aus.-N.Z. Cable Assn.: [700, 839, 827, 897]
- paragraph: Forty shops were wrecked at Liverpool, including jewellers and pawnbrokers, the streets being strewn with wreckage. Special constables were largely enrolled. All the strikers were dismissed.—Aus.-N.Z. Cable Assn.: [562, 150, 690, 194]
- subhead: PROVISIONAL LINE OF OCCUPATION: [15, 73, 136, 80]
- table-row: [700, 1012, 827, 1019]
- dateline: Received Aug. 4, 7.40 p.m.: [62, 575, 139, 582]
